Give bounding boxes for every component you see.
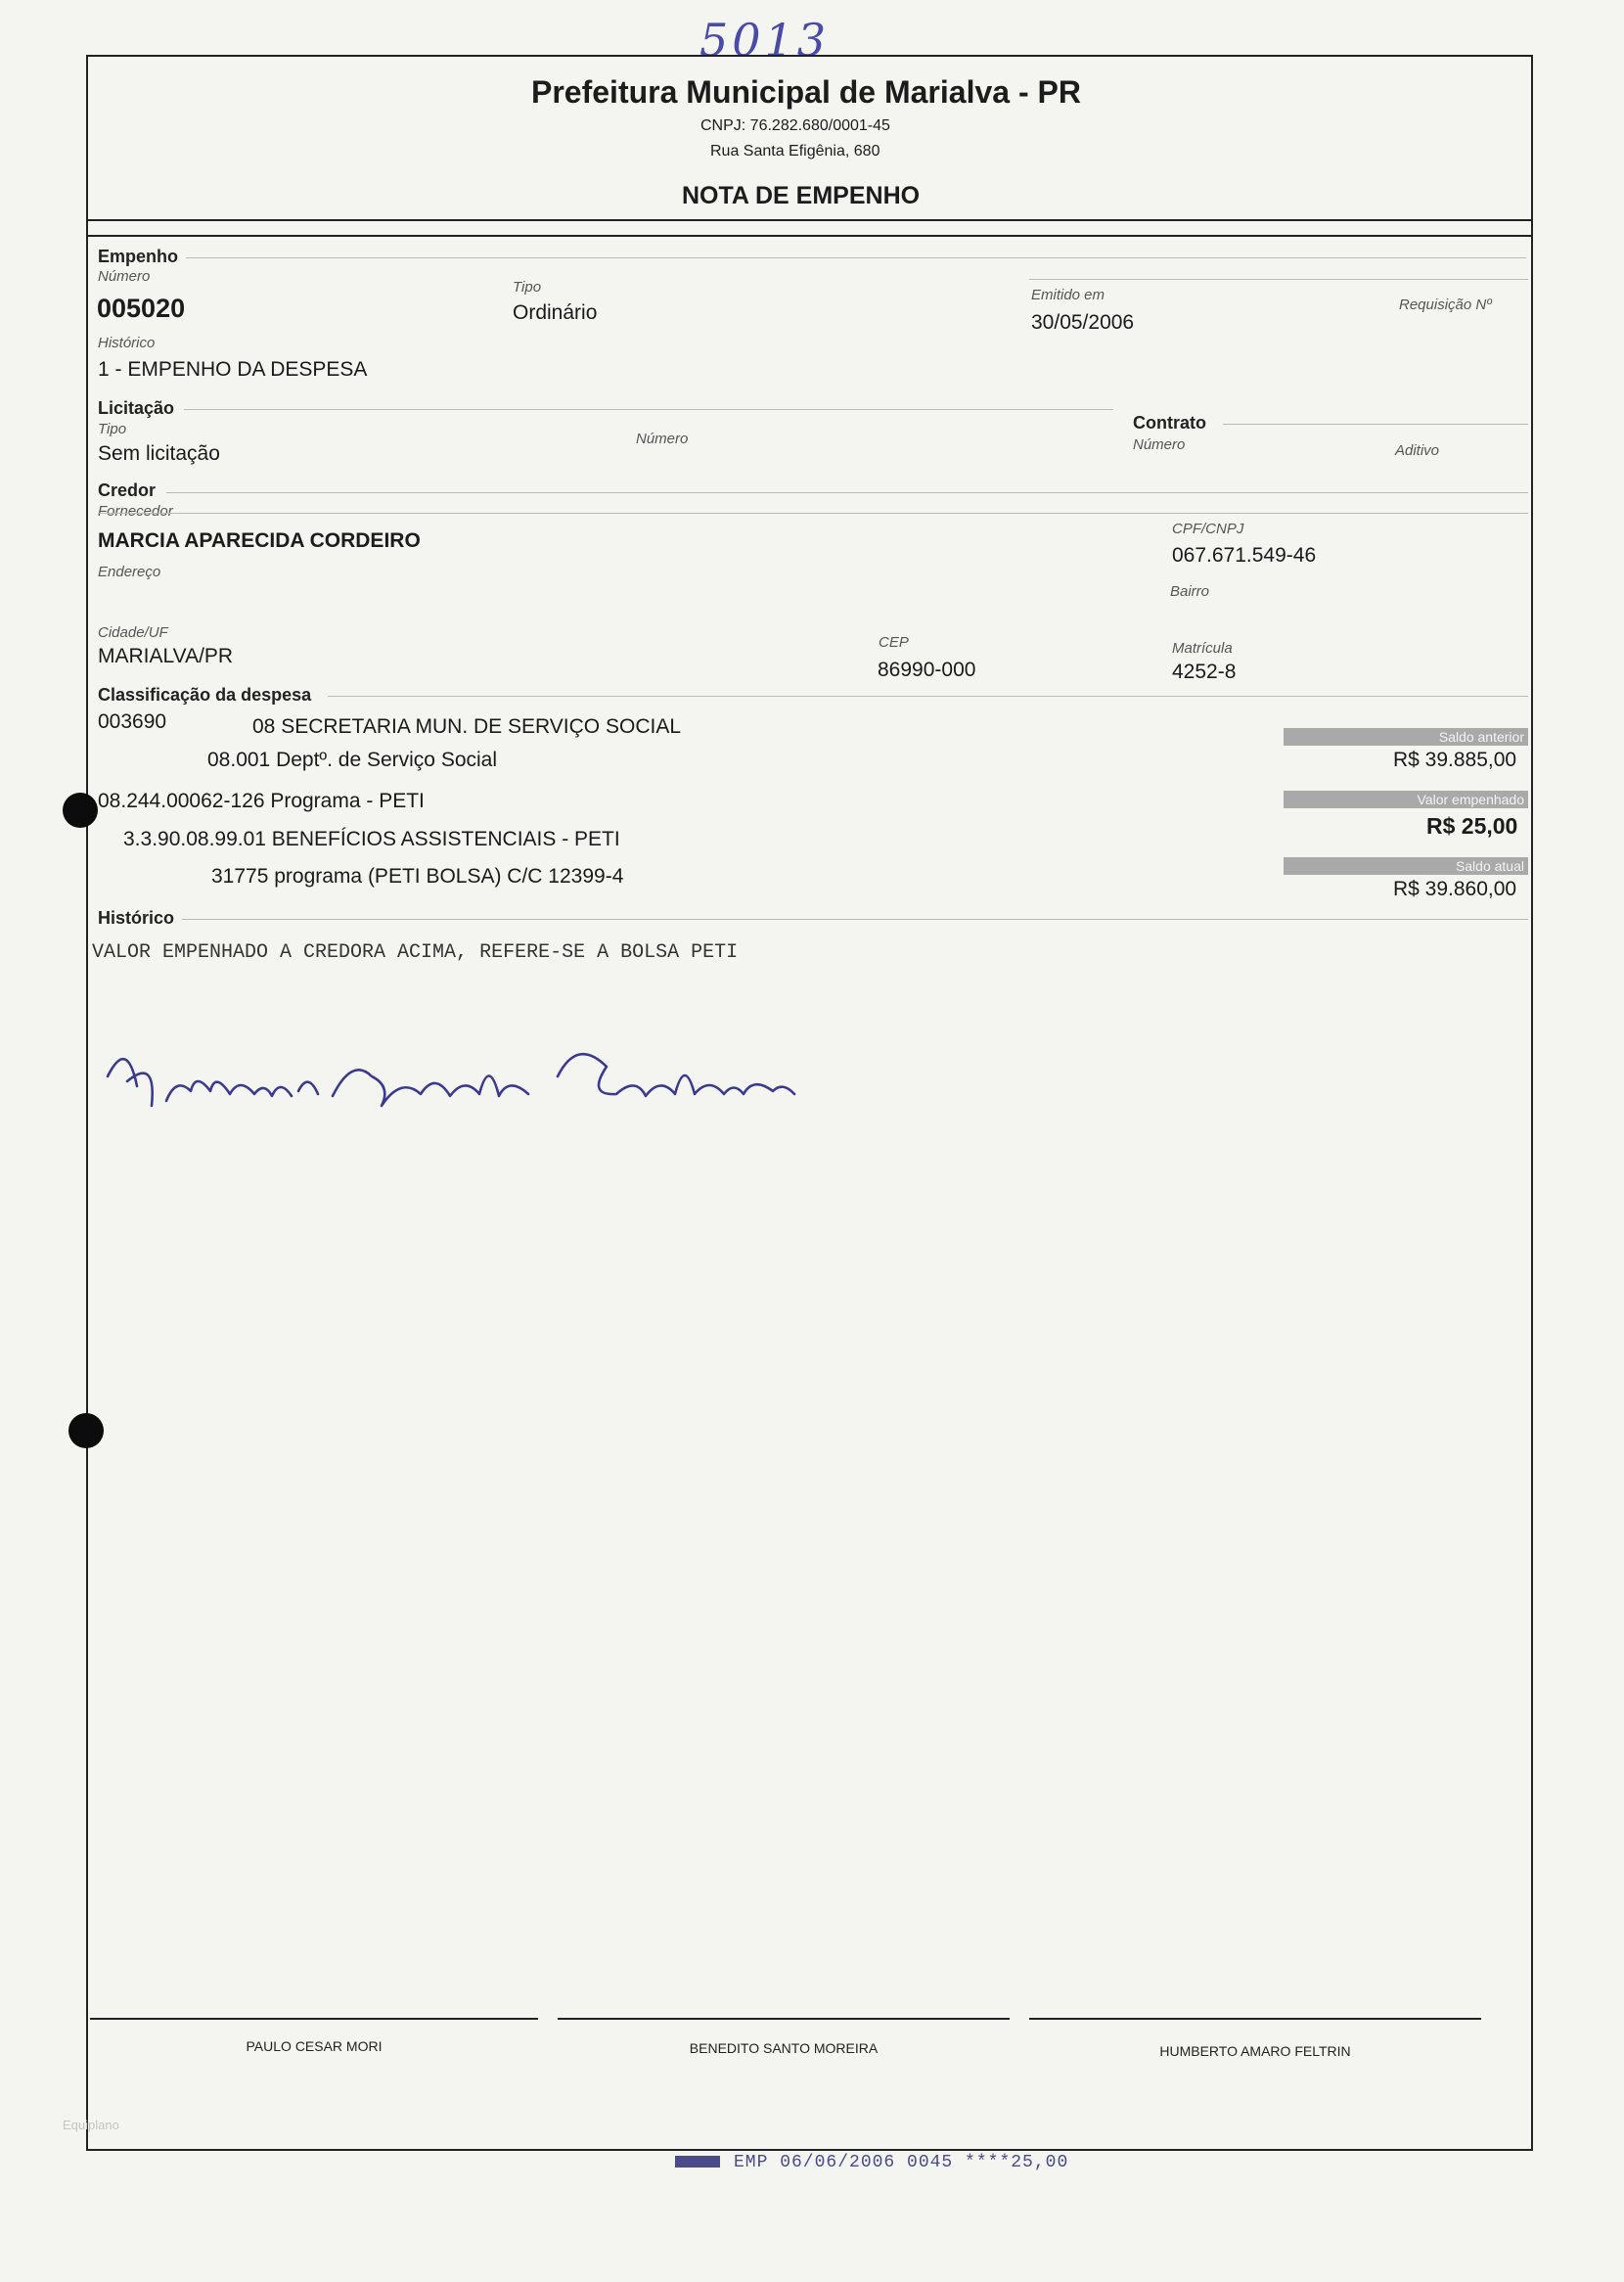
address-text: Rua Santa Efigênia, 680 (710, 143, 880, 160)
matricula-value: 4252-8 (1172, 661, 1237, 683)
historico-label: Histórico (98, 335, 156, 351)
fornecedor-value: MARCIA APARECIDA CORDEIRO (98, 529, 421, 552)
saldo-atual-value: R$ 39.860,00 (1393, 878, 1517, 900)
handwritten-signature (98, 1018, 841, 1125)
saldo-atual-label: Saldo atual (1284, 857, 1528, 875)
cpf-label: CPF/CNPJ (1172, 521, 1244, 537)
page-title: Prefeitura Municipal de Marialva - PR (531, 74, 1081, 110)
emitido-label: Emitido em (1031, 287, 1105, 303)
signature-line (1029, 2018, 1481, 2020)
licitacao-tipo-value: Sem licitação (98, 442, 220, 465)
section-contrato: Contrato (1133, 413, 1206, 433)
section-licitacao: Licitação (98, 398, 175, 418)
cidade-label: Cidade/UF (98, 624, 168, 641)
matricula-label: Matrícula (1172, 640, 1233, 657)
cnpj-text: CNPJ: 76.282.680/0001-45 (700, 117, 890, 134)
signatory-name: BENEDITO SANTO MOREIRA (689, 2040, 879, 2056)
valor-empenhado-value: R$ 25,00 (1426, 813, 1518, 839)
section-line (184, 409, 1113, 410)
saldo-anterior-value: R$ 39.885,00 (1393, 749, 1517, 771)
empenho-number: 005020 (97, 294, 186, 323)
signatory-name: HUMBERTO AMARO FELTRIN (1159, 2043, 1351, 2059)
header-divider-2 (86, 235, 1531, 237)
endereco-label: Endereço (98, 564, 161, 580)
document-title: NOTA DE EMPENHO (682, 182, 921, 209)
punch-hole (68, 1413, 104, 1448)
section-line (1029, 279, 1528, 280)
fornecedor-label: Fornecedor (98, 503, 173, 520)
programa-value: 08.244.00062-126 Programa - PETI (98, 790, 425, 812)
signatory-name: PAULO CESAR MORI (246, 2038, 383, 2054)
signature-line (558, 2018, 1010, 2020)
emitido-value: 30/05/2006 (1031, 311, 1135, 334)
recurso-value: 31775 programa (PETI BOLSA) C/C 12399-4 (211, 865, 624, 888)
section-line (328, 696, 1528, 697)
unidade-value: 08.001 Deptº. de Serviço Social (207, 749, 498, 771)
section-empenho: Empenho (98, 247, 179, 266)
tipo-value: Ordinário (513, 301, 598, 324)
stamp-logo (675, 2156, 720, 2168)
signature-line (90, 2018, 538, 2020)
punch-hole (63, 793, 98, 828)
historico-text: VALOR EMPENHADO A CREDORA ACIMA, REFERE-SE A BOLSA PETI (92, 941, 739, 964)
orgao-value: 08 SECRETARIA MUN. DE SERVIÇO SOCIAL (252, 715, 682, 738)
bairro-label: Bairro (1170, 583, 1210, 600)
cidade-value: MARIALVA/PR (98, 645, 234, 667)
aditivo-label: Aditivo (1395, 442, 1440, 459)
section-line (98, 513, 1528, 514)
valor-empenhado-label: Valor empenhado (1284, 791, 1528, 808)
print-stamp (675, 2153, 1068, 2172)
section-line (166, 492, 1528, 493)
elemento-value: 3.3.90.08.99.01 BENEFÍCIOS ASSISTENCIAIS - PETI (123, 828, 620, 850)
saldo-anterior-label: Saldo anterior (1284, 728, 1528, 746)
top-border (86, 55, 1531, 57)
cep-value: 86990-000 (878, 659, 976, 681)
numero-label: Número (98, 268, 151, 285)
licitacao-numero-label: Número (636, 431, 689, 447)
section-credor: Credor (98, 480, 157, 500)
contrato-numero-label: Número (1133, 436, 1186, 453)
handwritten-page-number: 5013 (699, 14, 831, 67)
historico-value: 1 - EMPENHO DA DESPESA (98, 358, 368, 381)
cep-label: CEP (879, 634, 909, 651)
section-line (186, 257, 1526, 258)
section-historico: Histórico (98, 908, 175, 928)
stamp-text: EMP 06/06/2006 0045 ****25,00 (734, 2153, 1069, 2172)
section-line (1223, 424, 1528, 425)
licitacao-tipo-label: Tipo (98, 421, 127, 437)
cpf-value: 067.671.549-46 (1172, 544, 1317, 567)
section-line (182, 919, 1528, 920)
requisicao-label: Requisição Nº (1399, 297, 1492, 313)
classificacao-code: 003690 (98, 710, 167, 733)
header-divider (86, 219, 1531, 221)
footer-brand: Equiplano (63, 2118, 119, 2132)
section-classificacao: Classificação da despesa (98, 685, 312, 705)
tipo-label: Tipo (513, 279, 542, 296)
